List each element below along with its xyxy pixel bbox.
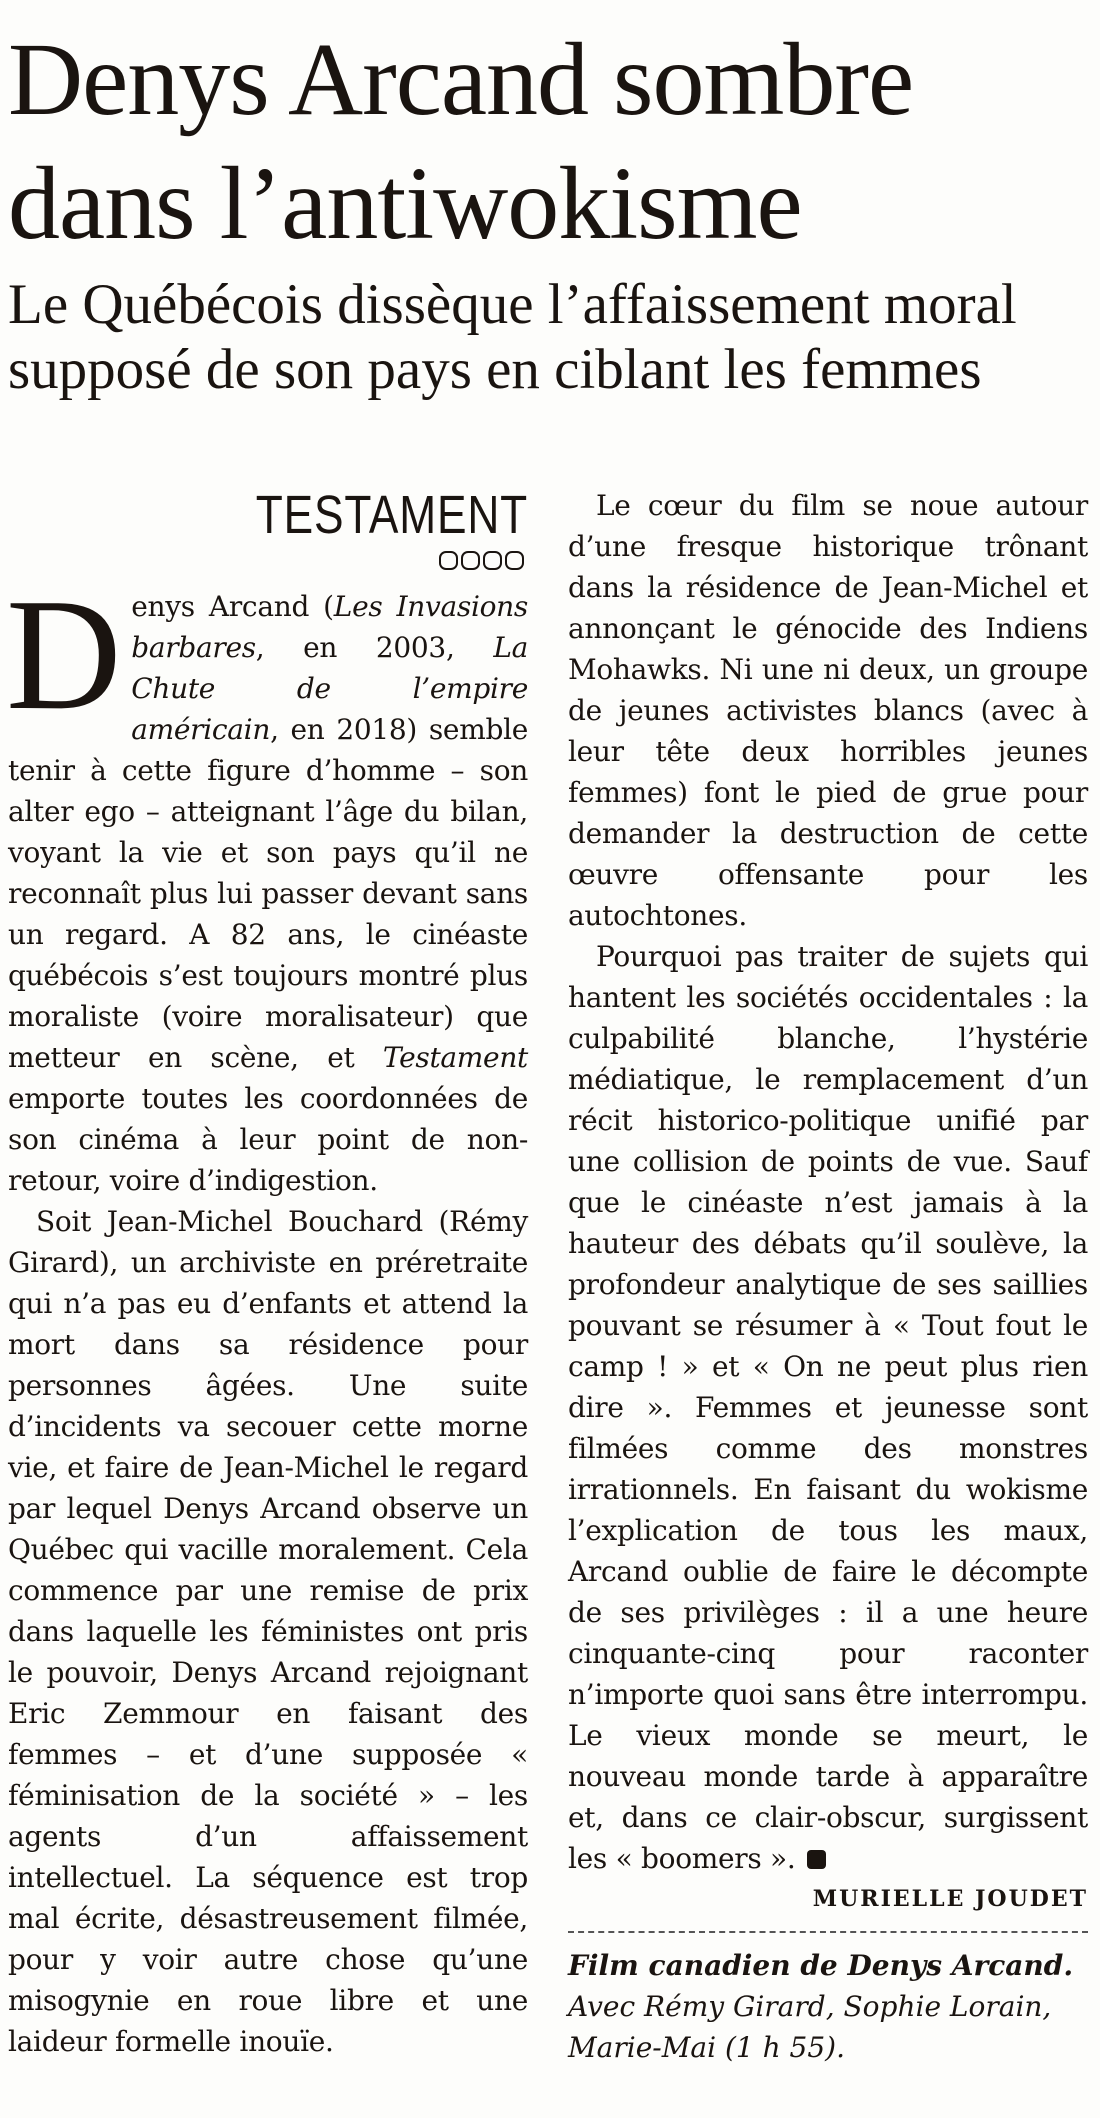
empty-star-icon [461,551,480,570]
credits-cast: Avec Rémy Girard, Sophie Lorain, Marie-Mai (1 h 55). [568,1990,1052,2064]
column-right [568,485,1088,2068]
paragraph-3: Le cœur du film se noue autour d’une fresque historique trônant dans la résidence de Jean-Michel et annonçant le génocide des Indiens Mohawks. Ni une ni deux, un groupe de jeunes activistes blancs (avec à leur tête deux horribles jeunes femmes) font le pied de grue pour demander la destruction de cette œuvre offensante pour les autochtones. [568,489,1088,932]
film-title: TESTAMENT [255,485,528,545]
drop-cap: D [6,565,122,743]
paragraph-2: Soit Jean-Michel Bouchard (Rémy Girard), un archiviste en préretraite qui n’a pas eu d’enfants et attend la mort dans sa résidence pour personnes âgées. Une suite d’incidents va secouer cette morne vie, et faire de Jean-Michel le regard par lequel Denys Arcand observe un Québec qui vacille moralement. Cela commence par une remise de prix dans laquelle les féministes ont pris le pouvoir, Denys Arcand rejoignant Eric Zemmour en faisant des femmes – et d’une supposée « féminisation de la société » – les agents d’un affaissement intellectuel. La séquence est trop mal écrite, désastreusement filmée, pour y voir autre chose qu’une misogynie en roue libre et une laideur formelle inouïe. [8,1205,528,2058]
end-mark-icon [807,1850,826,1869]
paragraph-4: Pourquoi pas traiter de sujets qui hantent les sociétés occidentales : la culpabilité blanche, l’hystérie médiatique, le remplacement d’un récit historico-politique unifié par une collision de points de vue. Sauf que le cinéaste n’est jamais à la hauteur des débats qu’il soulève, la profondeur analytique de ses saillies pouvant se résumer à « Tout fout le camp ! » et « On ne peut plus rien dire ». Femmes et jeunesse sont filmées comme des monstres irrationnels. En faisant du wokisme l’explication de tous les maux, Arcand oublie de faire le décompte de ses privilèges : il a une heure cinquante-cinq pour raconter n’importe quoi sans être interrompu. Le vieux monde se meurt, le nouveau monde tarde à apparaître et, dans ce clair-obscur, surgissent les « boomers ». [568,940,1088,1875]
standfirst: Le Québécois dissèque l’affaissement moral supposé de son pays en ciblant les femmes [8,273,1017,401]
film-credits [568,1945,1088,2068]
empty-star-icon [483,551,502,570]
film-reference: Les Invasions barbares [131,590,528,664]
film-reference: Testament [382,1041,528,1074]
divider [568,1931,1088,1933]
headline: Denys Arcand sombre dans l’antiwokisme [8,22,914,261]
column-left [8,485,528,2062]
empty-star-icon [439,551,458,570]
byline: MURIELLE JOUDET [812,1886,1088,1912]
paragraph-1: Denys Arcand (Les Invasions barbares, en 2003, La Chute de l’empire américain, en 2018) semble tenir à cette figure d’homme – son alter ego – atteignant l’âge du bilan, voyant la vie et son pays qu’il ne reconnaît plus lui passer devant sans un regard. A 82 ans, le cinéaste québécois s’est toujours montré plus moraliste (voire moralisateur) que metteur en scène, et Testament emporte toutes les coordonnées de son cinéma à leur point de non-retour, voire d’indigestion. [6,565,528,1197]
empty-star-icon [505,551,524,570]
film-reference: La Chute de l’empire américain [131,631,528,746]
credits-title: Film canadien de Denys Arcand. [568,1949,1074,1982]
